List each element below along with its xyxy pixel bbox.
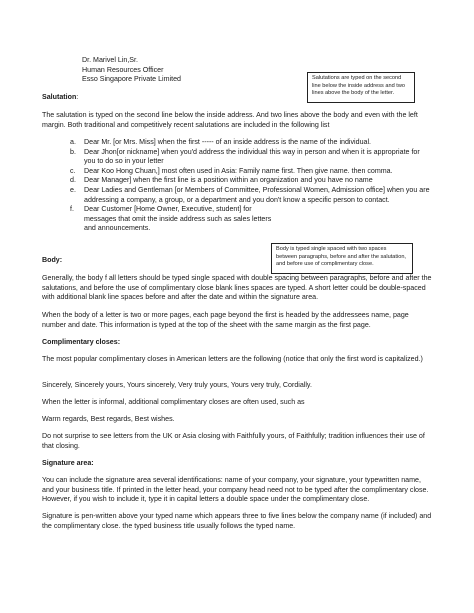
list-item-text: Dear Ladies and Gentleman [or Members of Committee, Professional Women, Admission office] when you are addressing a company, a group, or a department and you don't know a specific person to contact. <box>84 185 430 204</box>
list-marker: c. <box>70 166 76 175</box>
address-line-name: Dr. Marivel Lin,Sr. <box>82 56 138 64</box>
address-line-company: Esso Singapore Private Limited <box>82 75 181 84</box>
closes-paragraph-2: Sincerely, Sincerely yours, Yours sincerely, Very truly yours, Yours very truly, Cordially. <box>42 381 312 389</box>
list-item-text: Dear Mr. [or Mrs. Miss] when the first ----- of an inside address is the name of the individual. <box>84 138 372 146</box>
list-marker: e. <box>70 185 76 194</box>
salutation-heading-text: Salutation <box>42 93 77 101</box>
list-item-text: Dear Customer [Home Owner, Executive, student] for messages that omit the inside address such as sales letters and announcements. <box>84 205 272 233</box>
closes-heading: Complimentary closes: <box>42 338 121 346</box>
signature-paragraph-1: You can include the signature area several identifications: name of your company, your signature, your typewritten name, and your business title. If printed in the letter head, your company head need not to be typed after the complimentary close. However, if you wish to include it, type it in capital letters a double space under the complimentary close. <box>42 476 429 504</box>
list-item <box>42 148 432 167</box>
inside-address <box>82 56 181 85</box>
list-item-text: Dear Koo Hong Chuan,] most often used in Asia: Family name first. Then give name. then comma. <box>84 166 393 175</box>
closes-paragraph-3: When the letter is informal, additional complimentary closes are often used, such as <box>42 398 305 406</box>
salutation-heading <box>42 93 78 103</box>
list-item <box>42 167 432 177</box>
salutation-note-box: Salutations are typed on the second line below the inside address and two lines above the body of the letter. <box>307 72 415 103</box>
list-marker: b. <box>70 147 76 156</box>
signature-paragraph-2: Signature is pen-written above your typed name which appears three to five lines below the company name (if included) and the complimentary close. the typed business title usually follows the typed name. <box>42 512 432 530</box>
body-note-box: Body is typed single spaced with two spaces between paragraphs, before and after the salutation, and before use of complimentary close. <box>271 243 413 274</box>
salutation-list <box>42 138 432 234</box>
list-item-text: Dear Jhon[or nickname] when you'd address the individual this way in person and when it is appropriate for you to do so in your letter <box>84 147 420 166</box>
closes-paragraph-4: Warm regards, Best regards, Best wishes. <box>42 415 175 423</box>
list-item <box>42 186 432 205</box>
list-marker: f. <box>70 205 74 214</box>
list-item <box>42 205 432 234</box>
body-heading: Body: <box>42 256 63 264</box>
salutation-heading-colon: : <box>76 93 79 101</box>
salutation-intro: The salutation is typed on the second line below the inside address. And two lines above the body and even with the left margin. Both traditional and competitively recent salutations are included in the following list <box>42 111 418 129</box>
closes-paragraph-1: The most popular complimentary closes in American letters are the following (notice that only the first word is capitalized.) <box>42 355 423 363</box>
body-paragraph-2: When the body of a letter is two or more pages, each page beyond the first is headed by the addressees name, page number and date. This information is typed at the top of the sheet with the same margin as the first page. <box>42 311 409 329</box>
list-item <box>42 176 432 186</box>
address-line-title: Human Resources Officer <box>82 65 164 74</box>
signature-heading: Signature area: <box>42 459 94 467</box>
closes-paragraph-5: Do not surprise to see letters from the UK or Asia closing with Faithfully yours, of Faithfully; tradition influences their use of that closing. <box>42 432 425 450</box>
list-item-text: Dear Manager] when the first line is a position within an organization and you have no name <box>84 176 373 185</box>
body-paragraph-1: Generally, the body f all letters should be typed single spaced with double spacing between paragraphs, before and after the salutations, and before the use of complimentary close blank lines spaces are typed. A short letter could be double-spaced with additional blank line spaces before and after the date and within the signature area. <box>42 274 432 302</box>
list-marker: a. <box>70 138 76 146</box>
list-item <box>42 138 432 148</box>
list-marker: d. <box>70 176 76 185</box>
